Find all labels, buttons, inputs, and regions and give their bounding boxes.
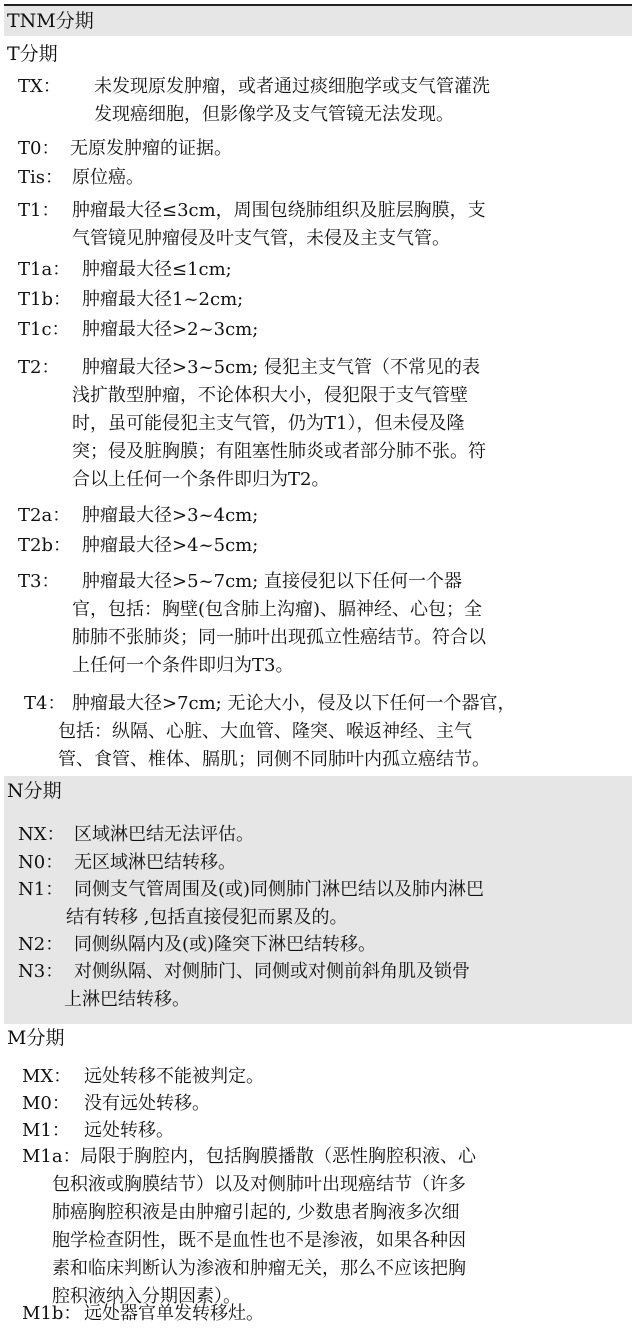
stage-description-line: 突；侵及脏胸膜；有阻塞性肺炎或者部分肺不张。符 <box>72 441 486 462</box>
stage-description-line: 对侧纵隔、对侧肺门、同侧或对侧前斜角肌及锁骨 <box>74 961 470 982</box>
staging-entry <box>18 876 632 932</box>
staging-entry <box>18 502 632 530</box>
stage-description-line: 区域淋巴结无法评估。 <box>74 824 254 845</box>
stage-description-line: 合以上任何一个条件即归为T2。 <box>72 469 330 490</box>
stage-code: M1b： <box>22 1303 82 1324</box>
stage-description-line: 肿瘤最大径≤1cm; <box>82 259 232 280</box>
n-section-heading: N分期 <box>7 780 62 802</box>
stage-description-line: 腔积液纳入分期因素）。 <box>52 1286 241 1307</box>
stage-description-line: 远处转移不能被判定。 <box>84 1066 264 1087</box>
stage-description-line: 没有远处转移。 <box>84 1093 210 1114</box>
stage-code: N2： <box>18 934 64 955</box>
stage-description-line: 无区域淋巴结转移。 <box>74 852 236 873</box>
stage-description-line: 肿瘤最大径>4~5cm; <box>82 535 259 556</box>
stage-code: T0： <box>18 138 60 159</box>
stage-description-line: 肿瘤最大径>3~5cm; 侵犯主支气管（不常见的表 <box>82 357 481 378</box>
stage-code: N1： <box>18 879 64 900</box>
stage-code: T3： <box>18 571 60 592</box>
stage-description-line: 同侧支气管周围及(或)同侧肺门淋巴结以及肺内淋巴 <box>74 879 485 900</box>
stage-code: T1c： <box>18 319 70 340</box>
stage-description-line: 肿瘤最大径>5~7cm; 直接侵犯以下任何一个器 <box>82 571 463 592</box>
stage-code: T1a： <box>18 259 71 280</box>
stage-code: MX： <box>22 1066 72 1087</box>
staging-entry <box>18 532 632 560</box>
stage-code: T2b： <box>18 535 71 556</box>
stage-description-line: 局限于胸腔内，包括胸膜播散（恶性胸腔积液、心 <box>80 1146 476 1167</box>
stage-code: T1： <box>18 200 60 221</box>
stage-code: N3： <box>18 961 64 982</box>
stage-description-line: 原位癌。 <box>72 167 144 188</box>
stage-description-line: 未发现原发肿瘤，或者通过痰细胞学或支气管灌洗 <box>94 76 490 97</box>
t-section-heading: T分期 <box>7 43 58 65</box>
stage-description-line: 肿瘤最大径1~2cm; <box>82 289 244 310</box>
stage-description-line: 远处器官单发转移灶。 <box>84 1303 264 1324</box>
stage-description-line: 同侧纵隔内及(或)隆突下淋巴结转移。 <box>74 934 377 955</box>
stage-code: M1： <box>22 1120 70 1141</box>
stage-description-line: 浅扩散型肿瘤，不论体积大小，侵犯限于支气管壁 <box>72 385 468 406</box>
staging-entry <box>22 1300 632 1328</box>
staging-entry <box>22 1143 632 1311</box>
stage-description-line: 肿瘤最大径>7cm; 无论大小，侵及以下任何一个器官， <box>72 693 516 714</box>
stage-description-line: 结有转移 ,包括直接侵犯而累及的。 <box>66 907 348 928</box>
staging-entry <box>18 568 632 680</box>
stage-description-line: 远处转移。 <box>84 1120 174 1141</box>
stage-code: T2a： <box>18 505 71 526</box>
stage-code: N0： <box>18 852 64 873</box>
table-title: TNM分期 <box>7 10 94 32</box>
stage-code: M1a： <box>22 1146 81 1167</box>
staging-entry <box>18 164 632 192</box>
stage-description-line: 素和临床判断认为渗液和肿瘤无关，那么不应该把胸 <box>52 1258 466 1279</box>
staging-entry <box>18 931 632 959</box>
staging-entry <box>18 849 632 877</box>
stage-description-line: 管、食管、椎体、膈肌；同侧不同肺叶内孤立癌结节。 <box>58 749 490 770</box>
staging-entry <box>18 197 632 253</box>
stage-description-line: 肿瘤最大径>2~3cm; <box>82 319 259 340</box>
staging-entry <box>22 1117 632 1145</box>
stage-code: TX： <box>18 76 61 97</box>
stage-code: Tis： <box>18 167 63 188</box>
staging-entry <box>18 958 632 1014</box>
stage-description-line: 气管镜见肿瘤侵及叶支气管，未侵及主支气管。 <box>72 228 450 249</box>
stage-description-line: 无原发肿瘤的证据。 <box>70 138 232 159</box>
stage-description-line: 发现癌细胞，但影像学及支气管镜无法发现。 <box>94 104 454 125</box>
title-band <box>4 6 632 36</box>
stage-code: NX： <box>18 824 65 845</box>
stage-description-line: 包积液或胸膜结节）以及对侧肺叶出现癌结节（许多 <box>52 1174 466 1195</box>
m-section-heading: M分期 <box>7 1027 65 1049</box>
staging-entry <box>18 821 632 849</box>
staging-entry <box>18 316 632 344</box>
stage-description-line: 肿瘤最大径>3~4cm; <box>82 505 259 526</box>
staging-entry <box>18 354 632 494</box>
staging-entry <box>18 256 632 284</box>
stage-description-line: 肿瘤最大径≤3cm，周围包绕肺组织及脏层胸膜，支 <box>72 200 486 221</box>
stage-description-line: 时，虽可能侵犯主支气管，仍为T1），但未侵及隆 <box>72 413 465 434</box>
staging-entry <box>22 1090 632 1118</box>
stage-code: T4： <box>24 693 66 714</box>
staging-entry <box>24 690 632 774</box>
stage-code: T2： <box>18 357 60 378</box>
stage-code: T1b： <box>18 289 71 310</box>
stage-description-line: 上任何一个条件即归为T3。 <box>72 655 294 676</box>
stage-description-line: 包括：纵隔、心脏、大血管、隆突、喉返神经、主气 <box>58 721 472 742</box>
staging-entry <box>18 73 632 129</box>
stage-description-line: 肺肺不张肺炎；同一肺叶出现孤立性癌结节。符合以 <box>72 627 486 648</box>
stage-description-line: 官，包括：胸壁(包含肺上沟瘤)、膈神经、心包；全 <box>72 599 483 620</box>
staging-entry <box>22 1063 632 1091</box>
stage-code: M0： <box>22 1093 70 1114</box>
stage-description-line: 上淋巴结转移。 <box>64 989 190 1010</box>
stage-description-line: 胞学检查阴性，既不是血性也不是渗液，如果各种因 <box>52 1230 466 1251</box>
stage-description-line: 肺癌胸腔积液是由肿瘤引起的, 少数患者胸液多次细 <box>52 1202 460 1223</box>
staging-entry <box>18 286 632 314</box>
staging-entry <box>18 135 632 163</box>
